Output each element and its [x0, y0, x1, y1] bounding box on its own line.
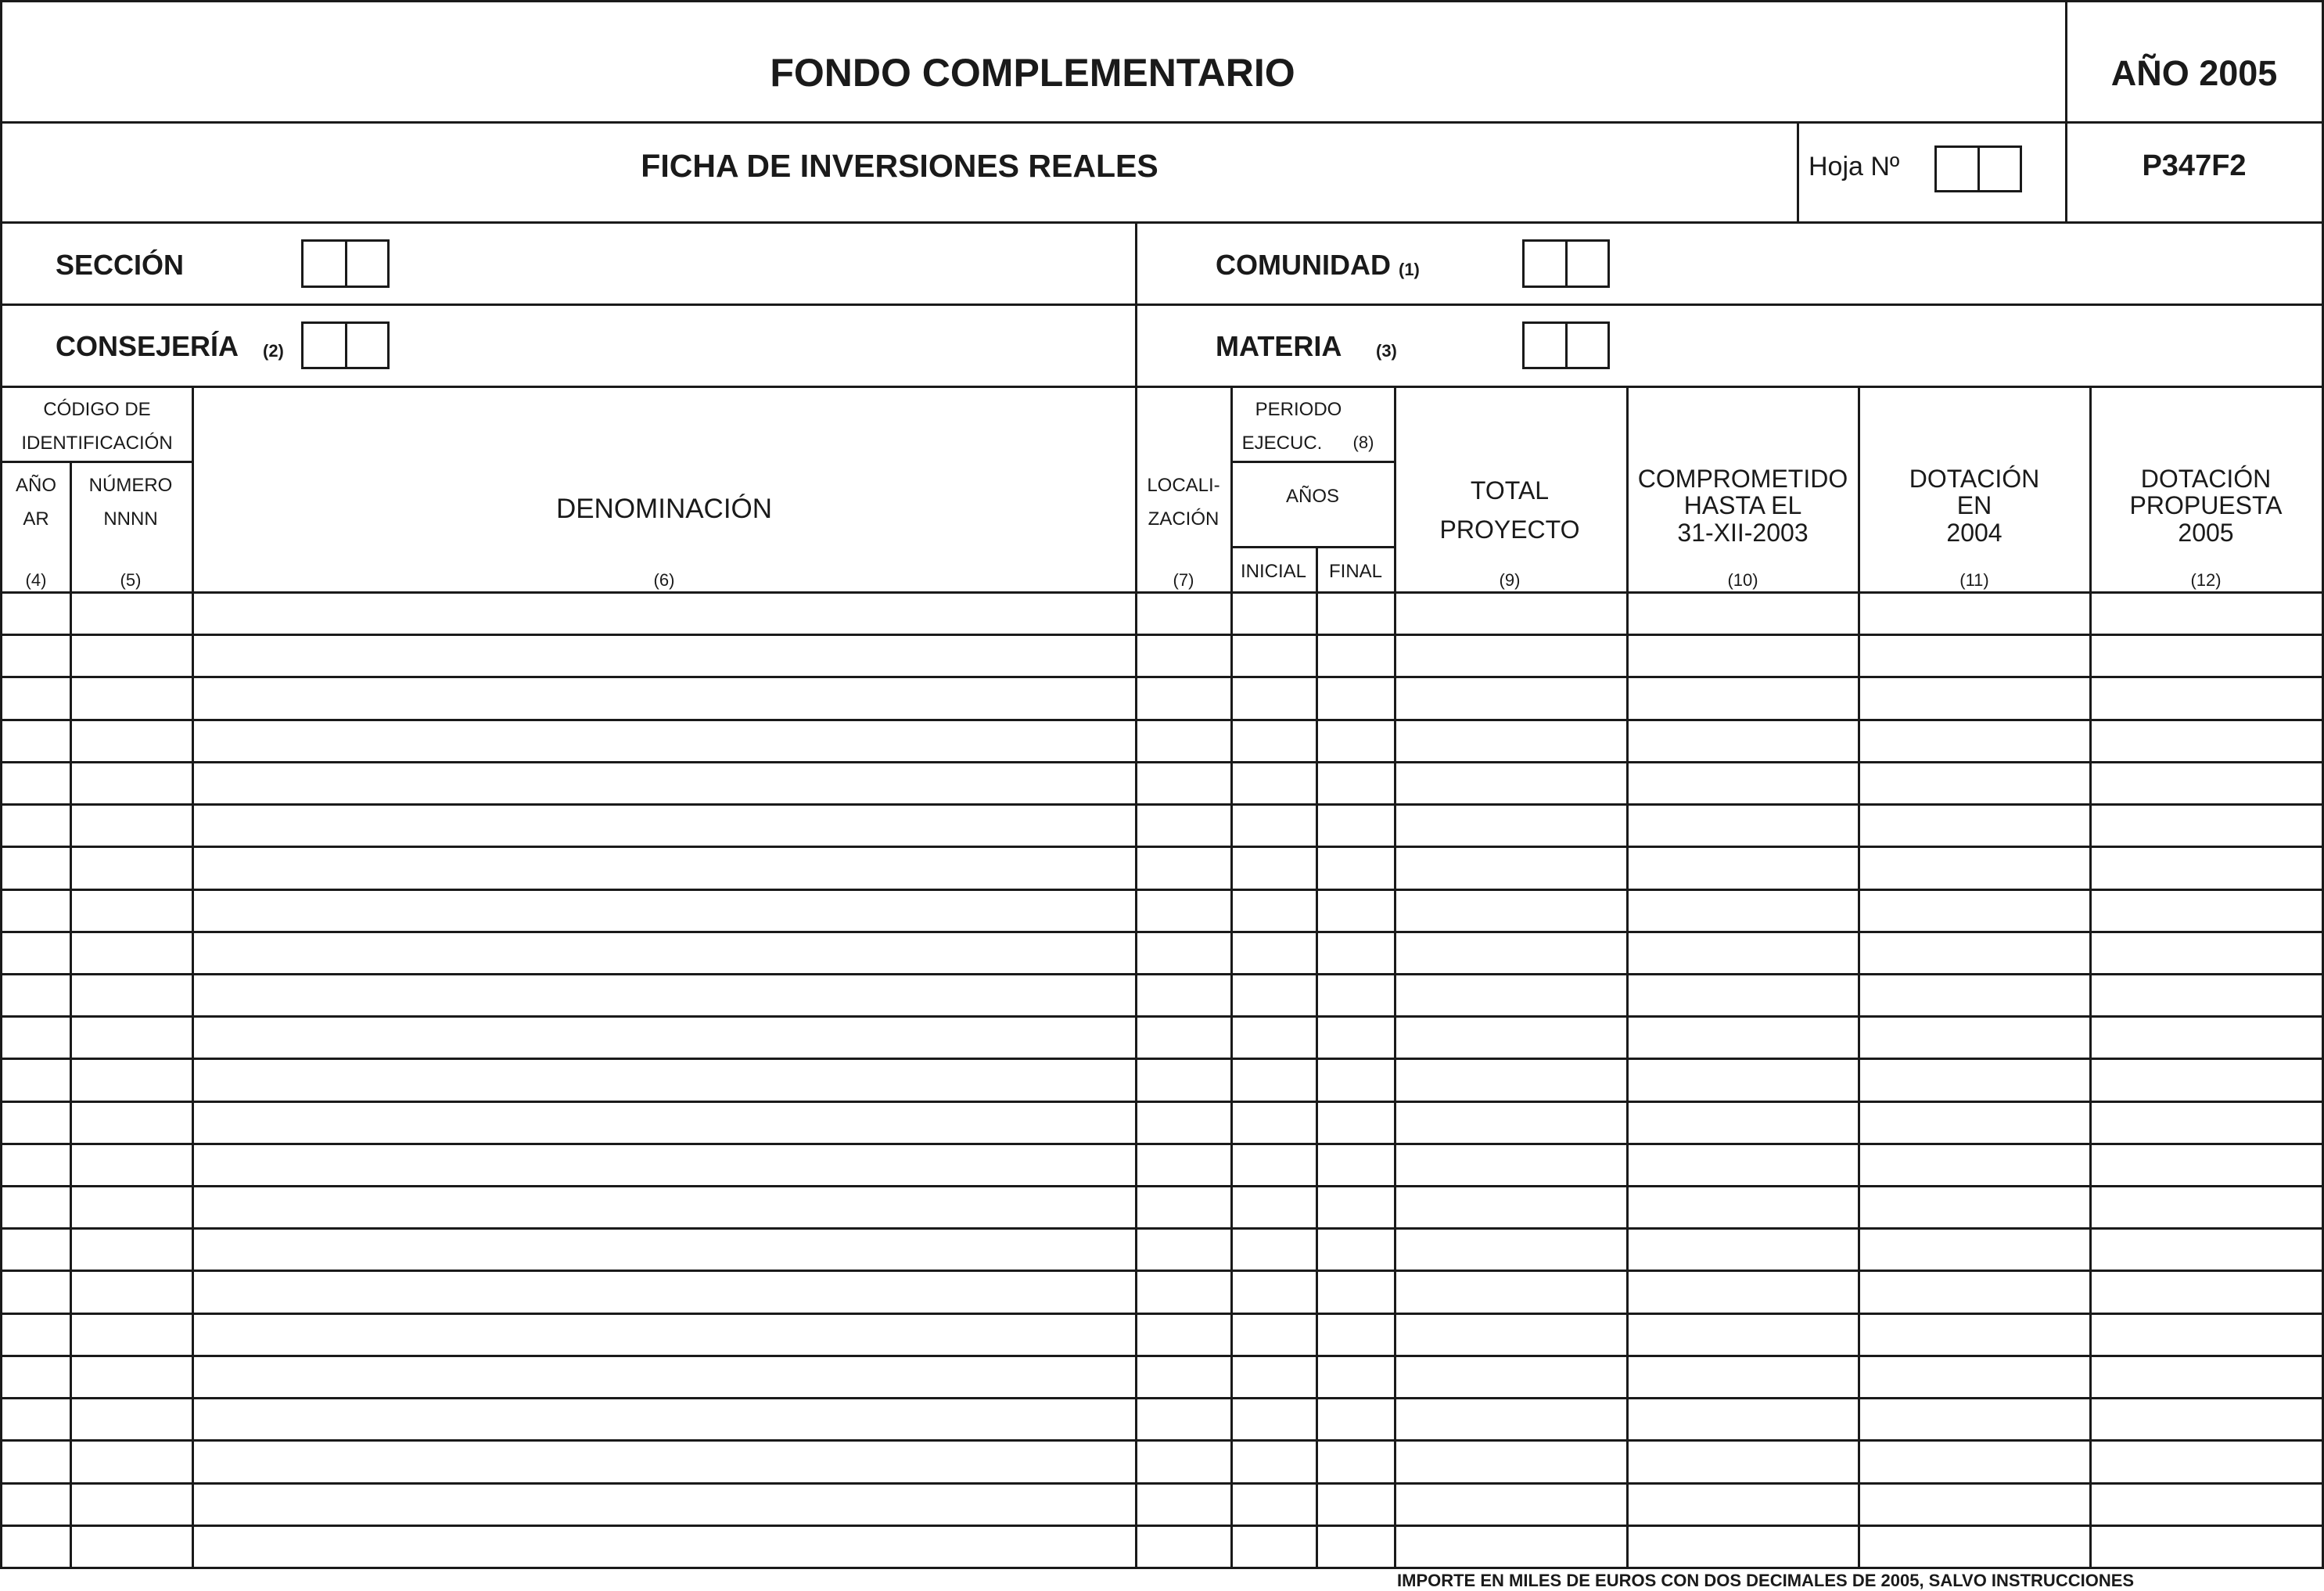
consejeria-field[interactable]: [301, 321, 390, 369]
table-row-rule: [0, 1355, 2324, 1357]
periodo-heading-line2: EJECUC.: [1241, 433, 1323, 454]
ano-heading-line1: AÑO: [15, 475, 57, 496]
seccion-label: SECCIÓN: [56, 249, 185, 281]
numero-heading-line2: NNNN: [103, 508, 158, 530]
materia-note: (3): [1376, 341, 1397, 361]
rule-anos-under: [1230, 546, 1396, 548]
total-heading-line2: PROYECTO: [1439, 515, 1580, 544]
table-row-rule: [0, 634, 2324, 636]
rule-3: [0, 303, 2324, 306]
table-row-rule: [0, 1567, 2324, 1569]
dotacion-heading-line3: 2004: [1946, 519, 2003, 547]
table-row-rule: [0, 1185, 2324, 1187]
localizacion-heading-number: (7): [1173, 570, 1194, 590]
frame-top: [0, 0, 2324, 2]
table-row-rule: [0, 889, 2324, 891]
table-row-rule: [0, 1101, 2324, 1103]
rule-col-total-right: [1626, 386, 1629, 1569]
rule-1: [0, 121, 2324, 124]
numero-heading-number: (5): [120, 570, 142, 590]
comunidad-label: COMUNIDAD: [1216, 249, 1391, 281]
comunidad-field[interactable]: [1522, 239, 1610, 288]
sheet-number-label: Hoja Nº: [1809, 152, 1900, 181]
form-code: P347F2: [2142, 149, 2247, 182]
codigo-heading-line1: CÓDIGO DE: [43, 399, 151, 420]
table-row-rule: [0, 719, 2324, 721]
localizacion-heading-line2: ZACIÓN: [1148, 508, 1219, 530]
table-row-rule: [0, 676, 2324, 678]
table-row-rule: [0, 931, 2324, 933]
table-row-rule: [0, 761, 2324, 763]
table-row-rule: [0, 1397, 2324, 1399]
comprometido-heading-line3: 31-XII-2003: [1677, 519, 1809, 547]
table-row-rule: [0, 1313, 2324, 1315]
localizacion-heading-line1: LOCALI-: [1147, 475, 1220, 496]
comprometido-heading-line2: HASTA EL: [1683, 491, 1802, 519]
propuesta-heading-line2: PROPUESTA: [2129, 491, 2283, 519]
denominacion-heading-number: (6): [653, 570, 675, 590]
propuesta-heading-number: (12): [2190, 570, 2222, 590]
rule-col-periodo-right: [1394, 386, 1396, 1569]
rule-2: [0, 221, 2324, 224]
footer-note: IMPORTE EN MILES DE EUROS CON DOS DECIMALES DE 2005, SALVO INSTRUCCIONES: [1397, 1571, 2135, 1590]
materia-field[interactable]: [1522, 321, 1610, 369]
rule-4: [0, 386, 2324, 388]
rule-year: [2065, 0, 2067, 224]
consejeria-note: (2): [263, 341, 284, 361]
table-row-rule: [0, 803, 2324, 806]
total-heading-line1: TOTAL: [1470, 476, 1550, 505]
frame-left: [0, 0, 2, 1569]
anos-heading: AÑOS: [1285, 486, 1340, 507]
form-title: FONDO COMPLEMENTARIO: [770, 51, 1295, 95]
form-subtitle: FICHA DE INVERSIONES REALES: [641, 148, 1158, 184]
materia-label: MATERIA: [1216, 330, 1342, 362]
table-row-rule: [0, 1058, 2324, 1060]
final-heading: FINAL: [1328, 561, 1383, 582]
rule-codigo-under: [0, 461, 194, 463]
table-row-rule: [0, 1227, 2324, 1230]
table-row-rule: [0, 1439, 2324, 1442]
periodo-heading-line1: PERIODO: [1255, 399, 1342, 420]
rule-sheet: [1797, 121, 1799, 224]
table-row-rule: [0, 1525, 2324, 1527]
seccion-field[interactable]: [301, 239, 390, 288]
table-row-rule: [0, 1143, 2324, 1145]
rule-col-loc-right: [1230, 386, 1233, 1569]
rule-periodo-under: [1230, 461, 1396, 463]
table-row-rule: [0, 591, 2324, 594]
table-row-rule: [0, 1015, 2324, 1018]
comprometido-heading-number: (10): [1727, 570, 1758, 590]
inicial-heading: INICIAL: [1240, 561, 1307, 582]
denominacion-heading: DENOMINACIÓN: [555, 494, 773, 524]
form-year: AÑO 2005: [2110, 53, 2278, 93]
numero-heading-line1: NÚMERO: [88, 475, 173, 496]
periodo-heading-number: (8): [1352, 433, 1374, 452]
rule-col-comp-right: [1858, 386, 1860, 1569]
rule-mid: [1135, 221, 1137, 1569]
codigo-heading-line2: IDENTIFICACIÓN: [21, 433, 173, 454]
dotacion-heading-number: (11): [1959, 570, 1989, 590]
total-heading-number: (9): [1499, 570, 1521, 590]
dotacion-heading-line1: DOTACIÓN: [1909, 465, 2040, 493]
propuesta-heading-line1: DOTACIÓN: [2140, 465, 2272, 493]
ano-heading-line2: AR: [23, 508, 49, 530]
propuesta-heading-line3: 2005: [2178, 519, 2234, 547]
rule-col-num-right: [192, 386, 194, 1569]
table-row-rule: [0, 846, 2324, 848]
comprometido-heading-line1: COMPROMETIDO: [1637, 465, 1848, 493]
sheet-number-field[interactable]: [1934, 145, 2022, 192]
table-row-rule: [0, 973, 2324, 975]
rule-col-dot-right: [2089, 386, 2092, 1569]
comunidad-note: (1): [1399, 260, 1420, 279]
table-row-rule: [0, 1482, 2324, 1485]
table-row-rule: [0, 1270, 2324, 1272]
ano-heading-number: (4): [25, 570, 47, 590]
consejeria-label: CONSEJERÍA: [56, 330, 239, 362]
dotacion-heading-line2: EN: [1956, 491, 1992, 519]
